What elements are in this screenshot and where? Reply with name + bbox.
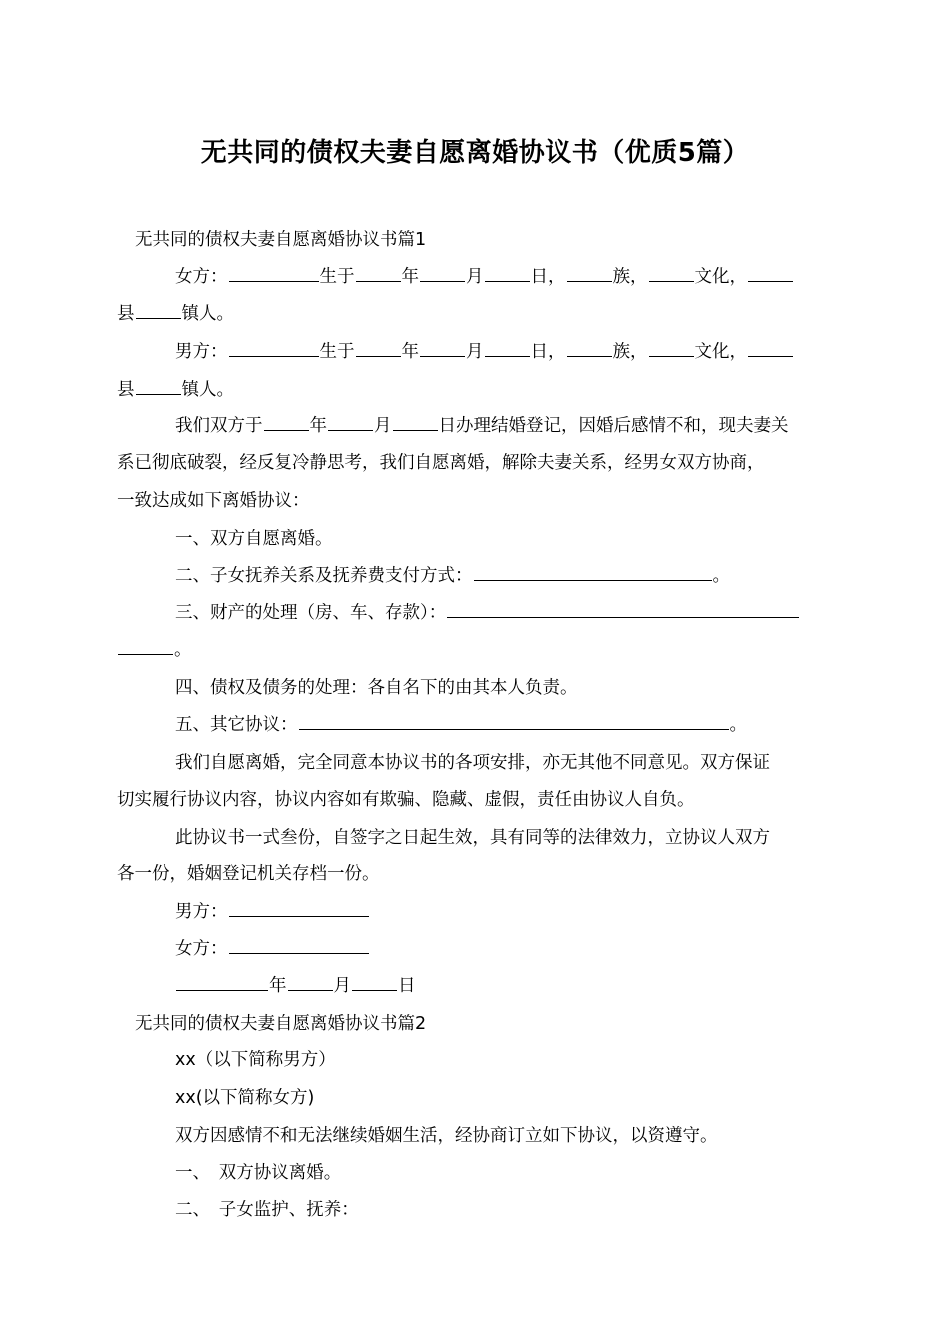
female-signature-line (175, 937, 370, 961)
text-run: 我们双方于 (175, 416, 263, 436)
agreement-item-3 (175, 601, 800, 625)
marriage-paragraph-line1 (175, 414, 789, 438)
female-label: 女方： (175, 267, 228, 287)
county-label: 县 (117, 304, 135, 324)
female-info-line (175, 265, 835, 289)
female-sign-label: 女方： (175, 939, 228, 959)
blank (447, 616, 799, 618)
section-heading: 无共同的债权夫妻自愿离婚协议书篇1 (135, 230, 427, 250)
period: 。 (712, 566, 730, 586)
year-label: 年 (269, 976, 287, 996)
agreement-item-3-cont (117, 638, 192, 662)
blank (288, 989, 333, 991)
agreement-item-1: 一、双方自愿离婚。 (175, 529, 333, 549)
agreement-item-1: 一、 双方协议离婚。 (175, 1163, 342, 1183)
blank (328, 429, 373, 431)
blank (485, 280, 530, 282)
day-label: 日， (530, 267, 566, 287)
blank (748, 280, 793, 282)
blank (567, 280, 612, 282)
male-county-line (117, 378, 234, 402)
female-county-line (117, 302, 234, 326)
blank (567, 355, 612, 357)
blank (176, 989, 268, 991)
period: 。 (729, 715, 747, 735)
blank (352, 989, 397, 991)
blank (136, 393, 181, 395)
male-sign-label: 男方： (175, 902, 228, 922)
culture-label: 文化， (694, 267, 747, 287)
month-label: 月 (466, 342, 484, 362)
day-label: 日 (398, 976, 416, 996)
signature-blank (229, 915, 369, 917)
signature-blank (229, 952, 369, 954)
day-label: 日， (530, 342, 566, 362)
blank (136, 317, 181, 319)
agreement-item-2 (175, 564, 730, 588)
male-signature-line (175, 900, 370, 924)
blank (393, 429, 438, 431)
agreement-item-4: 四、债权及债务的处理：各自名下的由其本人负责。 (175, 678, 578, 698)
blank (474, 579, 712, 581)
blank (485, 355, 530, 357)
month-label: 月 (466, 267, 484, 287)
year-label: 年 (401, 267, 419, 287)
blank (748, 355, 793, 357)
section-heading: 无共同的债权夫妻自愿离婚协议书篇2 (135, 1014, 427, 1034)
date-line (175, 974, 416, 998)
voluntary-paragraph-line1: 我们自愿离婚，完全同意本协议书的各项安排，亦无其他不同意见。双方保证 (175, 753, 770, 773)
year-label: 年 (309, 416, 327, 436)
copies-paragraph-line1: 此协议书一式叁份，自签字之日起生效，具有同等的法律效力，立协议人双方 (175, 828, 770, 848)
text-run: 日办理结婚登记，因婚后感情不和，现夫妻关 (438, 416, 789, 436)
female-party-line: xx(以下简称女方) (175, 1088, 315, 1108)
blank (264, 429, 309, 431)
ethnic-label: 族， (612, 267, 648, 287)
marriage-paragraph-line3: 一致达成如下离婚协议： (117, 491, 310, 511)
county-label: 县 (117, 380, 135, 400)
male-party-line: xx（以下简称男方） (175, 1050, 336, 1070)
male-info-line (175, 340, 835, 364)
month-label: 月 (374, 416, 392, 436)
male-label: 男方： (175, 342, 228, 362)
blank (420, 280, 465, 282)
preamble-line: 双方因感情不和无法继续婚姻生活，经协商订立如下协议，以资遵守。 (175, 1126, 718, 1146)
blank (420, 355, 465, 357)
copies-paragraph-line2: 各一份，婚姻登记机关存档一份。 (117, 864, 380, 884)
blank (229, 280, 319, 282)
year-label: 年 (401, 342, 419, 362)
text-run: 五、其它协议： (175, 715, 298, 735)
culture-label: 文化， (694, 342, 747, 362)
born-label: 生于 (319, 267, 355, 287)
blank (649, 280, 694, 282)
text-run: 三、财产的处理（房、车、存款）： (175, 603, 447, 623)
blank (356, 280, 401, 282)
voluntary-paragraph-line2: 切实履行协议内容，协议内容如有欺骗、隐藏、虚假，责任由协议人自负。 (117, 790, 695, 810)
period: 。 (174, 640, 192, 660)
blank (649, 355, 694, 357)
agreement-item-5 (175, 713, 747, 737)
blank (356, 355, 401, 357)
blank (229, 355, 319, 357)
ethnic-label: 族， (612, 342, 648, 362)
agreement-item-2: 二、 子女监护、抚养： (175, 1200, 359, 1220)
text-run: 二、子女抚养关系及抚养费支付方式： (175, 566, 473, 586)
month-label: 月 (333, 976, 351, 996)
document-title: 无共同的债权夫妻自愿离婚协议书（优质5篇） (200, 138, 750, 168)
blank (118, 653, 173, 655)
town-label: 镇人。 (181, 304, 234, 324)
marriage-paragraph-line2: 系已彻底破裂，经反复冷静思考，我们自愿离婚，解除夫妻关系，经男女双方协商， (117, 453, 765, 473)
born-label: 生于 (319, 342, 355, 362)
blank (299, 728, 729, 730)
town-label: 镇人。 (181, 380, 234, 400)
